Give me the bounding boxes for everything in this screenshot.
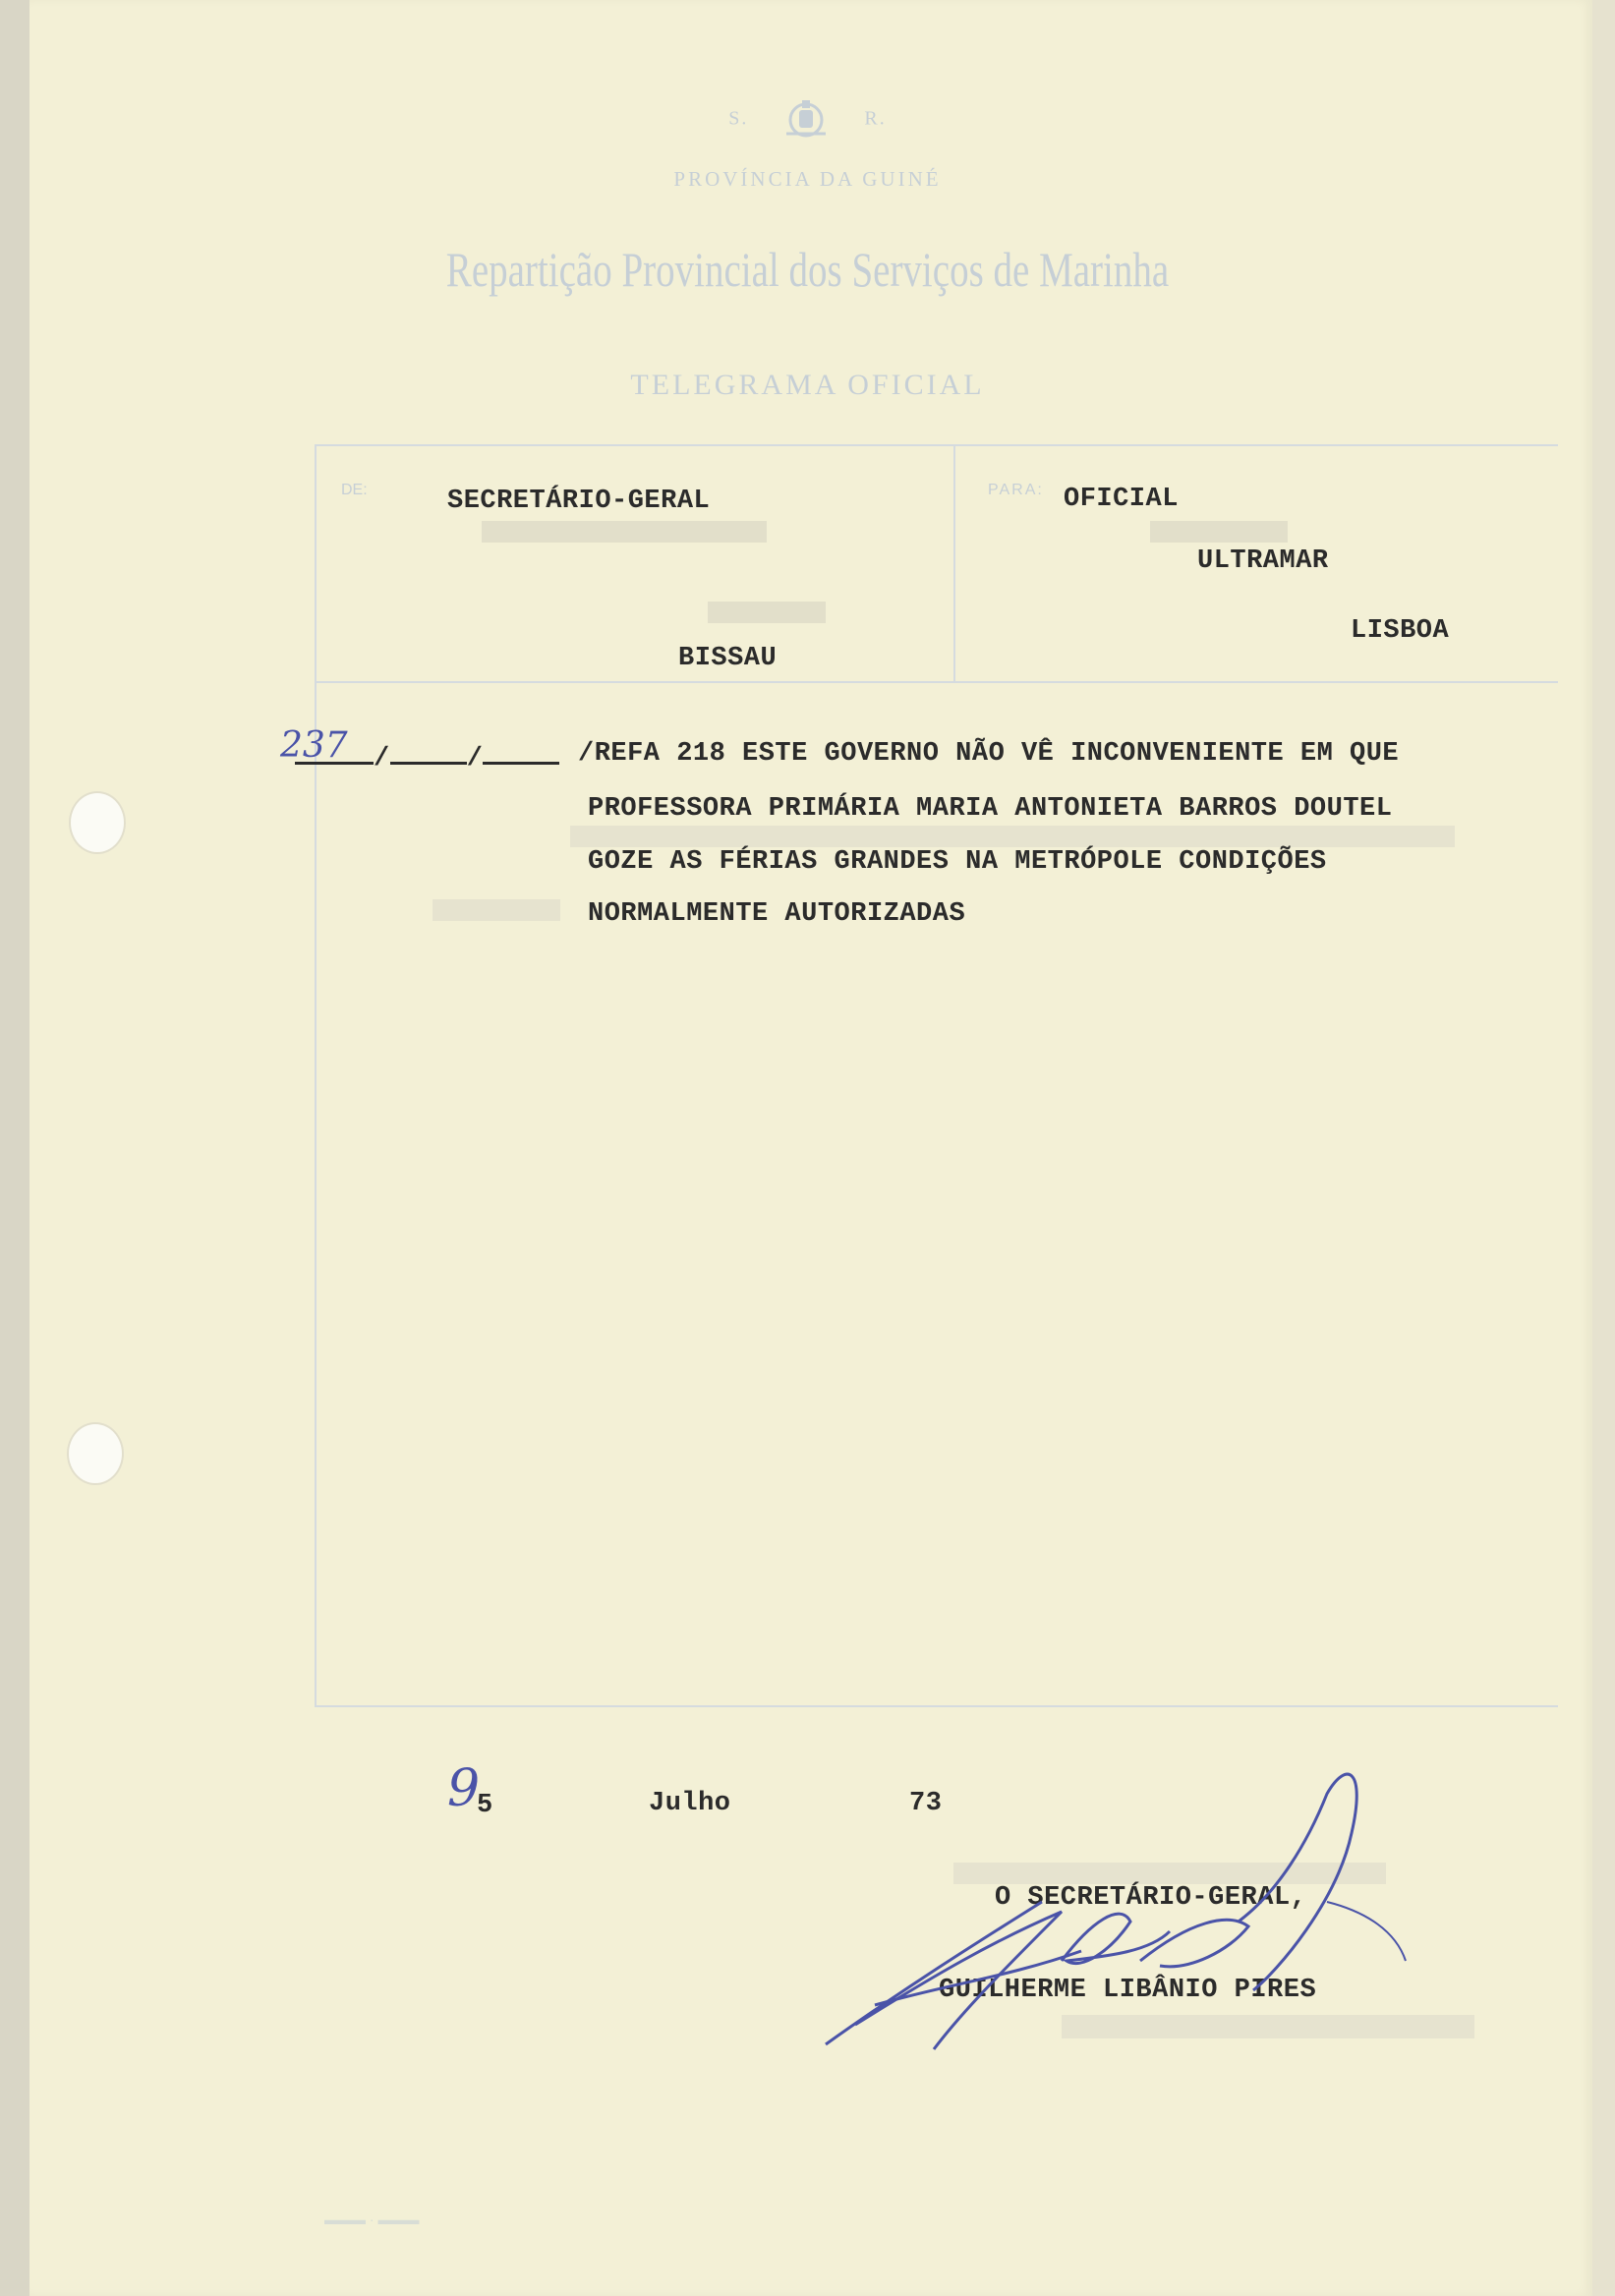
seal-left-text: S.: [728, 107, 749, 130]
punch-hole: [67, 1422, 124, 1485]
header-bottom-border: [315, 681, 1558, 683]
label-to: PARA:: [988, 482, 1044, 498]
to-office: ULTRAMAR: [1197, 546, 1329, 576]
from-place: BISSAU: [678, 644, 778, 673]
date-month: Julho: [649, 1789, 731, 1818]
department-title: Repartição Provincial dos Serviços de Marinha: [445, 242, 1170, 297]
form-footer-code: ▬▬▬ · ▬▬▬: [324, 2211, 420, 2227]
page-edge: [1592, 0, 1615, 2296]
show-through-mark: [1150, 521, 1288, 543]
to-place: LISBOA: [1351, 616, 1450, 646]
form-top-border: [315, 444, 1558, 446]
show-through-mark: [482, 521, 767, 543]
show-through-mark: [708, 602, 826, 623]
message-line-1: /REFA 218 ESTE GOVERNO NÃO VÊ INCONVENIENTE EM QUE: [578, 739, 1400, 769]
label-from: DE:: [341, 482, 368, 498]
message-line-2: PROFESSORA PRIMÁRIA MARIA ANTONIETA BARROS DOUTEL: [588, 794, 1393, 824]
form-left-border: [315, 444, 317, 1705]
date-year: 73: [909, 1789, 943, 1818]
form-bottom-border: [315, 1705, 1558, 1707]
letterhead-seal-row: [0, 96, 1615, 144]
seal-right-text: R.: [864, 107, 887, 130]
header-divider: [953, 444, 955, 681]
message-line-4: NORMALMENTE AUTORIZADAS: [588, 899, 966, 929]
reference-blanks: / /: [295, 742, 559, 774]
coat-of-arms-icon: [782, 96, 830, 144]
signatory-name: GUILHERME LIBÂNIO PIRES: [939, 1976, 1317, 2005]
show-through-mark: [433, 899, 560, 921]
signature-title: O SECRETÁRIO-GERAL,: [995, 1883, 1307, 1913]
province-line: PROVÍNCIA DA GUINÉ: [673, 167, 942, 191]
handwritten-number: 237: [280, 725, 348, 766]
message-line-3: GOZE AS FÉRIAS GRANDES NA METRÓPOLE CONDIÇÕES: [588, 847, 1327, 877]
from-office: SECRETÁRIO-GERAL: [447, 487, 711, 516]
typed-day: 5: [477, 1791, 493, 1820]
punch-hole: [69, 791, 126, 854]
handwritten-signature: [816, 1764, 1455, 2079]
handwritten-day: 9: [447, 1759, 481, 1818]
form-title: TELEGRAMA OFICIAL: [630, 369, 985, 401]
show-through-mark: [570, 826, 1455, 847]
classification: OFICIAL: [1064, 485, 1179, 514]
